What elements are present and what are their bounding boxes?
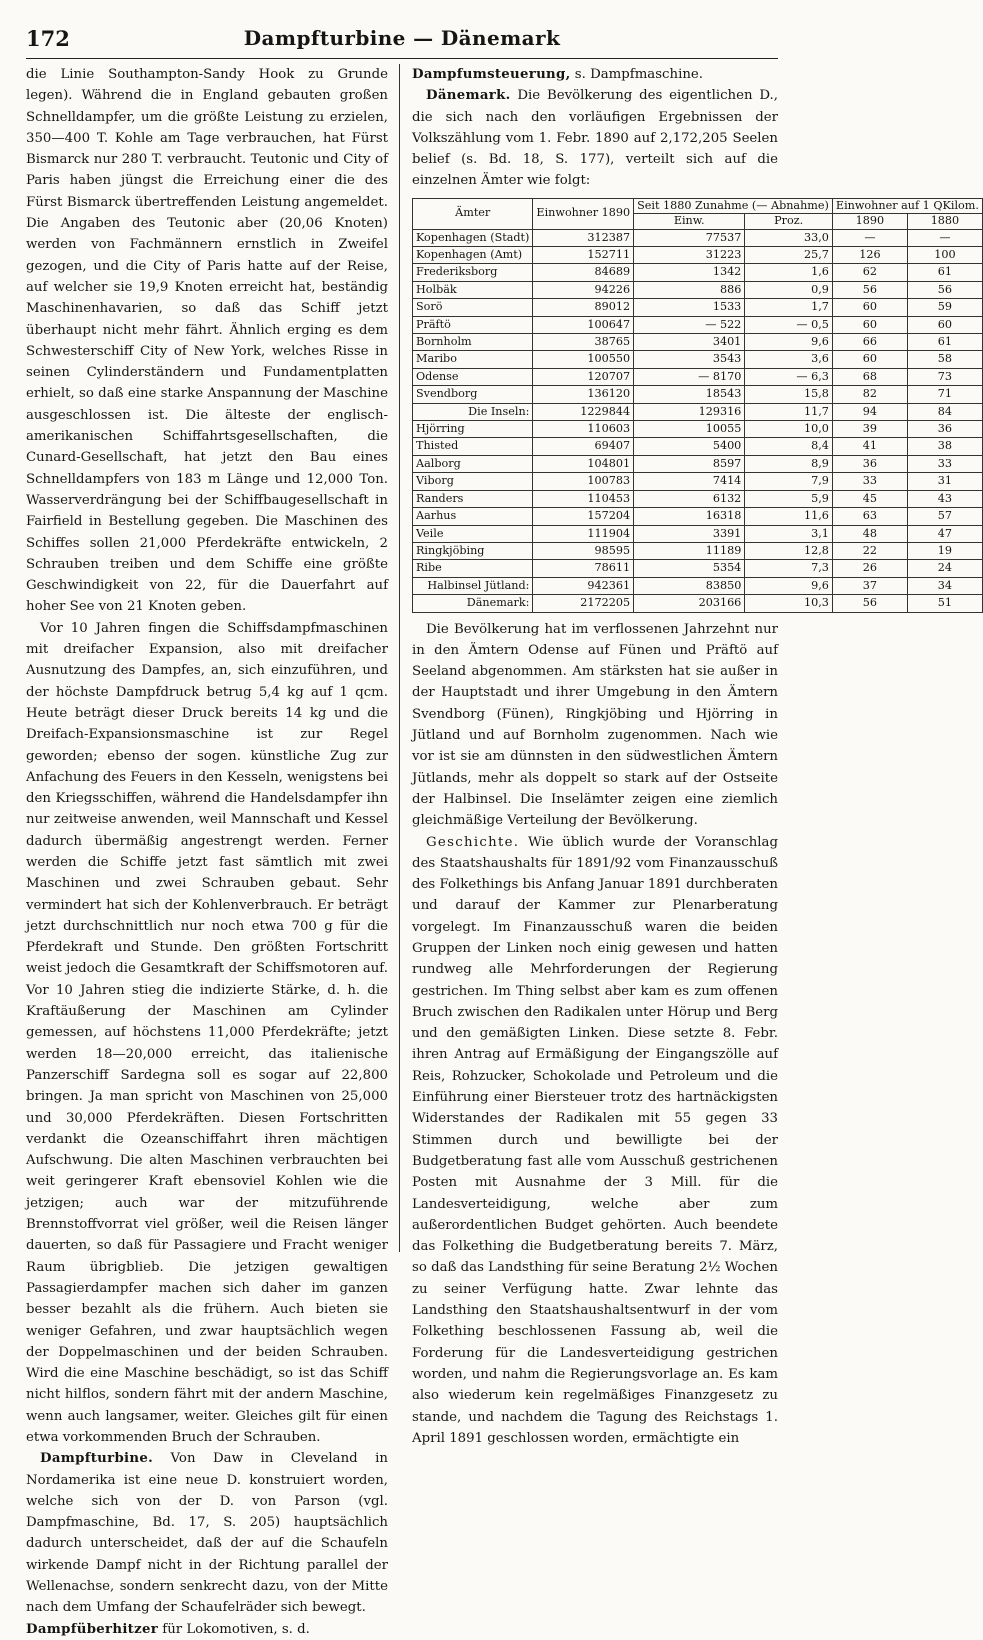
- table-cell: — 0,5: [745, 316, 833, 333]
- table-cell: 9,6: [745, 577, 833, 594]
- page-header: [26, 26, 778, 56]
- table-cell: 152711: [533, 247, 634, 264]
- table-cell-amt: Randers: [413, 490, 533, 507]
- page-number: 172: [26, 26, 70, 51]
- header-einwohner: Einwohner 1890: [533, 198, 634, 229]
- table-cell: 58: [907, 351, 982, 368]
- table-row: [413, 247, 983, 264]
- left-column: [26, 64, 388, 1637]
- entry-text: Die Bevölkerung des eigentlichen D., die sich nach den vorläufigen Ergebnissen der Volkszählung vom 1. Febr. 1890 auf 2,172,205 Seelen belief (s. Bd. 18, S. 177), verteilt sich auf die einzelnen Ämter wie folgt:: [412, 88, 778, 189]
- table-cell: 3,6: [745, 351, 833, 368]
- table-row: [413, 560, 983, 577]
- table-cell: 60: [832, 316, 907, 333]
- table-sum-inseln: [413, 403, 983, 420]
- table-cell: — 522: [634, 316, 745, 333]
- table-cell: 203166: [634, 595, 745, 612]
- table-cell: 57: [907, 508, 982, 525]
- header-dichte: Einwohner auf 1 QKilom.: [832, 198, 982, 213]
- table-cell: 9,6: [745, 334, 833, 351]
- table-cell: 98595: [533, 542, 634, 559]
- entry-geschichte: [412, 832, 778, 1450]
- table-cell: 15,8: [745, 386, 833, 403]
- table-cell: 10,0: [745, 421, 833, 438]
- table-cell: 0,9: [745, 281, 833, 298]
- entry-dampfumsteuerung: [412, 64, 778, 85]
- table-cell-amt: Präftö: [413, 316, 533, 333]
- table-row: [413, 455, 983, 472]
- table-cell: 33,0: [745, 229, 833, 246]
- table-cell: 60: [907, 316, 982, 333]
- table-cell: 60: [832, 299, 907, 316]
- table-cell: 61: [907, 264, 982, 281]
- table-cell: 63: [832, 508, 907, 525]
- table-cell-amt: Halbinsel Jütland:: [413, 577, 533, 594]
- population-table: [412, 198, 983, 613]
- paragraph-bevoelkerung: Die Bevölkerung hat im verflossenen Jahrzehnt nur in den Ämtern Odense auf Fünen und Präftö auf Seeland abgenommen. Am stärksten hat sie außer in der Hauptstadt und ihrer Umgebung in den Ämtern Svendborg (Fünen), Ringkjöbing und Hjörring in Jütland und auf Bornholm zugenommen. Nach wie vor ist sie am dünnsten in den südwestlichen Ämtern Jütlands, mehr als doppelt so stark auf der Ostseite der Halbinsel. Die Inselämter zeigen eine ziemlich gleichmäßige Verteilung der Bevölkerung.: [412, 621, 778, 829]
- table-cell: 11,6: [745, 508, 833, 525]
- table-cell: 34: [907, 577, 982, 594]
- table-cell: 45: [832, 490, 907, 507]
- table-cell: 3,1: [745, 525, 833, 542]
- table-row: [413, 351, 983, 368]
- entry-text: s. Dampfmaschine.: [570, 67, 703, 82]
- table-cell-amt: Veile: [413, 525, 533, 542]
- table-cell: 3391: [634, 525, 745, 542]
- table-cell: 1533: [634, 299, 745, 316]
- table-cell: 82: [832, 386, 907, 403]
- table-cell: 19: [907, 542, 982, 559]
- table-cell-amt: Sorö: [413, 299, 533, 316]
- table-cell: 10055: [634, 421, 745, 438]
- table-cell-amt: Dänemark:: [413, 595, 533, 612]
- entry-keyword: Dampfumsteuerung,: [412, 67, 571, 82]
- table-cell: 48: [832, 525, 907, 542]
- header-proz: Proz.: [745, 214, 833, 229]
- table-row: [413, 316, 983, 333]
- entry-dampfturbine: [26, 1448, 388, 1618]
- table-cell-amt: Aarhus: [413, 508, 533, 525]
- entry-text: Von Daw in Cleveland in Nordamerika ist eine neue D. konstruiert worden, welche sich von der D. von Parson (vgl. Dampfmaschine, Bd. 17, S. 205) hauptsächlich dadurch unterscheidet, daß der auf die Schaufeln wirkende Dampf nicht in der Richtung parallel der Wellenachse, sondern senkrecht dazu, von der Mitte nach dem Umfang der Schaufelräder sich bewegt.: [26, 1451, 388, 1616]
- entry-keyword: Geschichte.: [426, 834, 520, 850]
- table-cell: 110603: [533, 421, 634, 438]
- table-cell: —: [832, 229, 907, 246]
- table-cell-amt: Ribe: [413, 560, 533, 577]
- table-cell: 31: [907, 473, 982, 490]
- table-header-row: [413, 198, 983, 213]
- table-cell: 1,7: [745, 299, 833, 316]
- table-row: [413, 334, 983, 351]
- table-cell: 83850: [634, 577, 745, 594]
- table-cell: 43: [907, 490, 982, 507]
- table-cell: 36: [832, 455, 907, 472]
- table-cell: 62: [832, 264, 907, 281]
- table-cell: 38: [907, 438, 982, 455]
- table-cell: 126: [832, 247, 907, 264]
- table-cell-amt: Odense: [413, 368, 533, 385]
- table-cell: 7,3: [745, 560, 833, 577]
- table-cell: 1229844: [533, 403, 634, 420]
- table-cell: 56: [907, 281, 982, 298]
- right-column: [412, 64, 979, 1446]
- table-sum-row: [413, 595, 983, 612]
- table-cell-amt: Viborg: [413, 473, 533, 490]
- table-cell: 18543: [634, 386, 745, 403]
- table-cell: 1342: [634, 264, 745, 281]
- table-cell: 71: [907, 386, 982, 403]
- table-cell: 6132: [634, 490, 745, 507]
- table-cell-amt: Kopenhagen (Stadt): [413, 229, 533, 246]
- table-cell: 51: [907, 595, 982, 612]
- table-cell: 59: [907, 299, 982, 316]
- table-cell: 73: [907, 368, 982, 385]
- table-cell: 36: [907, 421, 982, 438]
- table-cell: 31223: [634, 247, 745, 264]
- table-cell-amt: Hjörring: [413, 421, 533, 438]
- table-cell: 94: [832, 403, 907, 420]
- table-row: [413, 473, 983, 490]
- table-cell: 8597: [634, 455, 745, 472]
- table-cell: 11,7: [745, 403, 833, 420]
- table-cell: 111904: [533, 525, 634, 542]
- table-row: [413, 264, 983, 281]
- table-cell: 33: [907, 455, 982, 472]
- table-cell: 136120: [533, 386, 634, 403]
- table-cell-amt: Bornholm: [413, 334, 533, 351]
- entry-keyword: Dänemark.: [426, 88, 511, 104]
- table-cell: 24: [907, 560, 982, 577]
- table-cell-amt: Thisted: [413, 438, 533, 455]
- table-cell-amt: Holbäk: [413, 281, 533, 298]
- table-row: [413, 368, 983, 385]
- table-cell: 8,4: [745, 438, 833, 455]
- table-cell: 100647: [533, 316, 634, 333]
- table-cell: 5354: [634, 560, 745, 577]
- table-cell: 157204: [533, 508, 634, 525]
- table-row: [413, 299, 983, 316]
- entry-dampfueberhitzer: [26, 1619, 388, 1640]
- column-divider: [399, 64, 400, 1252]
- table-cell: 22: [832, 542, 907, 559]
- table-cell: 312387: [533, 229, 634, 246]
- table-cell-amt: Frederiksborg: [413, 264, 533, 281]
- table-cell: 68: [832, 368, 907, 385]
- table-row: [413, 438, 983, 455]
- table-cell: 60: [832, 351, 907, 368]
- entry-text: für Lokomotiven, s. d.: [158, 1621, 310, 1637]
- table-sum-row: [413, 577, 983, 594]
- table-cell: 104801: [533, 455, 634, 472]
- table-cell-amt: Svendborg: [413, 386, 533, 403]
- table-cell: 100: [907, 247, 982, 264]
- table-cell: 8,9: [745, 455, 833, 472]
- table-cell: 61: [907, 334, 982, 351]
- table-cell: 37: [832, 577, 907, 594]
- table-row: [413, 421, 983, 438]
- table-sum-row: [413, 403, 983, 420]
- table-cell-amt: Aalborg: [413, 455, 533, 472]
- table-cell: 26: [832, 560, 907, 577]
- table-cell: 11189: [634, 542, 745, 559]
- table-cell: 5400: [634, 438, 745, 455]
- table-row: [413, 542, 983, 559]
- table-cell: 886: [634, 281, 745, 298]
- table-cell: 10,3: [745, 595, 833, 612]
- table-sum-daenemark: [413, 595, 983, 612]
- table-row: [413, 229, 983, 246]
- entry-daenemark: [412, 85, 778, 191]
- table-cell: 56: [832, 595, 907, 612]
- table-cell: 942361: [533, 577, 634, 594]
- table-cell-amt: Kopenhagen (Amt): [413, 247, 533, 264]
- table-sum-jutland: [413, 577, 983, 594]
- table-row: [413, 508, 983, 525]
- table-cell: 25,7: [745, 247, 833, 264]
- table-cell: 16318: [634, 508, 745, 525]
- entry-text: Wie üblich wurde der Voranschlag des Staatshaushalts für 1891/92 vom Finanzausschuß des Folkethings bis Anfang Januar 1891 durchberaten und darauf der Kammer zur Plenarberatung vorgelegt. Im Finanzausschuß waren die beiden Gruppen der Linken noch einig gewesen und hatten rundweg alle Mehrforderungen der Regierung gestrichen. Im Thing selbst aber kam es zum offenen Bruch zwischen den Radikalen unter Hörup und Berg und den gemäßigten Linken. Diese setzte 8. Febr. ihren Antrag auf Ermäßigung der Eingangszölle auf Reis, Rohzucker, Schokolade und Petroleum und die Einführung einer Biersteuer trotz des hartnäckigsten Widerstandes der Radikalen mit 55 gegen 33 Stimmen durch und bewilligte bei der Budgetberatung fast alle vom Ausschuß gestrichenen Posten mit Ausnahme der 3 Mill. für die Landesverteidigung, welche aber zum außerordentlichen Budget gehörten. Auch beendete das Folkething die Budgetberatung bereits 7. März, so daß das Landsthing für seine Beratung 2½ Wochen zu seiner Verfügung hatte. Zwar lehnte das Landsthing den Staatshaushaltsentwurf in der vom Folkething beschlossenen Fassung ab, weil die Forderung für die Landesverteidigung gestrichen worden, und nahm die Regierungsvorlage an. Es kam also wiederum kein regelmäßiges Finanzgesetz zu stande, und nachdem die Tagung des Reichstags 1. April 1891 geschlossen worden, ermächtigte ein: [412, 834, 778, 1446]
- table-cell-amt: Maribo: [413, 351, 533, 368]
- header-seit-1880: Seit 1880 Zunahme (— Abnahme): [634, 198, 833, 213]
- table-cell: 78611: [533, 560, 634, 577]
- table-row: [413, 525, 983, 542]
- table-cell: 41: [832, 438, 907, 455]
- table-cell: 47: [907, 525, 982, 542]
- table-cell-amt: Ringkjöbing: [413, 542, 533, 559]
- header-einw: Einw.: [634, 214, 745, 229]
- table-cell: 100783: [533, 473, 634, 490]
- paragraph-expansion: Vor 10 Jahren fingen die Schiffsdampfmaschinen mit dreifacher Expansion, also mit dreifacher Ausnutzung des Dampfes, an, sich einzuführen, und der höchste Dampfdruck betrug 5,4 kg auf 1 qcm. Heute beträgt dieser Druck bereits 14 kg und die Dreifach-Expansionsmaschine ist zur Regel geworden; ebenso der sogen. künstliche Zug zur Anfachung des Feuers in den Kesseln, wenigstens bei den Kriegsschiffen, während die Handelsdampfer ihn nur zeitweise anwenden, weil Mannschaft und Kessel dadurch übermäßig angestrengt werden. Ferner werden die Schiffe jetzt fast sämtlich mit zwei Maschinen und zwei Schrauben gebaut. Sehr vermindert hat sich der Kohlenverbrauch. Er beträgt jetzt durchschnittlich nur noch etwa 700 g für die Pferdekraft und Stunde. Den größten Fortschritt weist jedoch die Gesamtkraft der Schiffsmotoren auf. Vor 10 Jahren stieg die indizierte Stärke, d. h. die Kraftäußerung der Maschinen am Cylinder gemessen, auf höchstens 11,000 Pferdekräfte; jetzt werden 18—20,000 erreicht, das italienische Panzerschiff Sardegna soll es sogar auf 22,800 bringen. Ja man spricht von Maschinen von 25,000 und 30,000 Pferdekräften. Diesen Fortschritten verdankt die Ozeanschiffahrt ihren mächtigen Aufschwung. Die alten Maschinen verbrauchten bei weit geringerer Kraft ebensoviel Kohlen wie die jetzigen; auch war der mitzuführende Brennstoffvorrat viel größer, weil die Reisen länger dauerten, so daß für Passagiere und Fracht weniger Raum übrigblieb. Die jetzigen gewaltigen Passagierdampfer machen sich daher im ganzen besser bezahlt als die frühern. Auch bieten sie weniger Gefahren, und zwar hauptsächlich wegen der Doppelmaschinen und der beiden Schrauben. Wird die eine Maschine beschädigt, so ist das Schiff nicht hilflos, sondern fährt mit der andern Maschine, wenn auch langsamer, weiter. Gleiches gilt für einen etwa vorkommenden Bruch der Schrauben.: [26, 620, 388, 1445]
- table-cell: 3543: [634, 351, 745, 368]
- table-cell: 69407: [533, 438, 634, 455]
- table-cell: 66: [832, 334, 907, 351]
- entry-keyword: Dampfüberhitzer: [26, 1621, 159, 1637]
- table-cell: 7,9: [745, 473, 833, 490]
- table-cell: 120707: [533, 368, 634, 385]
- header-1890: 1890: [832, 214, 907, 229]
- table-cell: 38765: [533, 334, 634, 351]
- table-cell: 39: [832, 421, 907, 438]
- table-cell-amt: Die Inseln:: [413, 403, 533, 420]
- table-cell: — 6,3: [745, 368, 833, 385]
- table-cell: 56: [832, 281, 907, 298]
- table-cell: 84: [907, 403, 982, 420]
- table-cell: 7414: [634, 473, 745, 490]
- header-1880: 1880: [907, 214, 982, 229]
- table-cell: 89012: [533, 299, 634, 316]
- table-cell: 129316: [634, 403, 745, 420]
- entry-keyword: Dampfturbine.: [40, 1451, 154, 1467]
- table-body-jutland: [413, 421, 983, 578]
- table-cell: 2172205: [533, 595, 634, 612]
- table-cell: — 8170: [634, 368, 745, 385]
- table-row: [413, 490, 983, 507]
- table-cell: 5,9: [745, 490, 833, 507]
- table-cell: —: [907, 229, 982, 246]
- table-cell: 33: [832, 473, 907, 490]
- header-rule: [26, 58, 778, 59]
- paragraph-dampfschiffe: die Linie Southampton-Sandy Hook zu Grunde legen). Während die in England gebauten großen Schnelldampfer, um die größte Leistung zu erzielen, 350—400 T. Kohle am Tage verbrauchen, hat Fürst Bismarck nur 280 T. verbraucht. Teutonic und City of Paris haben jüngst die Erreichung einer die des Fürst Bismarck übertreffenden Leistung angemeldet. Die Angaben des Teutonic aber (20,06 Knoten) werden von Fachmännern ernstlich in Zweifel gezogen, und die City of Paris hatte auf der Reise, auf welcher sie 19,9 Knoten erreicht hat, beständig Maschinenhavarien, so daß das Schiff jetzt überhaupt nicht mehr fährt. Ähnlich erging es dem Schwesterschiff City of New York, welches Risse in seinen Cylinderständern und Fundamentplatten erhielt, so daß eine starke Anspannung der Maschine ausgeschlossen ist. Die älteste der englisch-amerikanischen Schiffahrtsgesellschaften, die Cunard-Gesellschaft, hat jetzt den Bau eines Schnelldampfers von 183 m Länge und 12,000 Ton. Wasserverdrängung bei der Schiffbaugesellschaft in Fairfield in Bestellung gegeben. Die Maschinen des Schiffes sollen 21,000 Pferdekräfte entwickeln, 2 Schrauben treiben und dem Schiffe eine größte Geschwindigkeit von 22, für die Dauerfahrt auf hoher See von 21 Knoten geben.: [26, 67, 388, 615]
- table-cell: 3401: [634, 334, 745, 351]
- running-title: Dampfturbine — Dänemark: [243, 26, 561, 50]
- table-row: [413, 386, 983, 403]
- table-cell: 100550: [533, 351, 634, 368]
- table-cell: 94226: [533, 281, 634, 298]
- table-cell: 84689: [533, 264, 634, 281]
- table-row: [413, 281, 983, 298]
- table-cell: 77537: [634, 229, 745, 246]
- table-body-inseln: [413, 229, 983, 403]
- header-aemter: Ämter: [413, 198, 533, 229]
- table-cell: 1,6: [745, 264, 833, 281]
- table-cell: 12,8: [745, 542, 833, 559]
- table-cell: 110453: [533, 490, 634, 507]
